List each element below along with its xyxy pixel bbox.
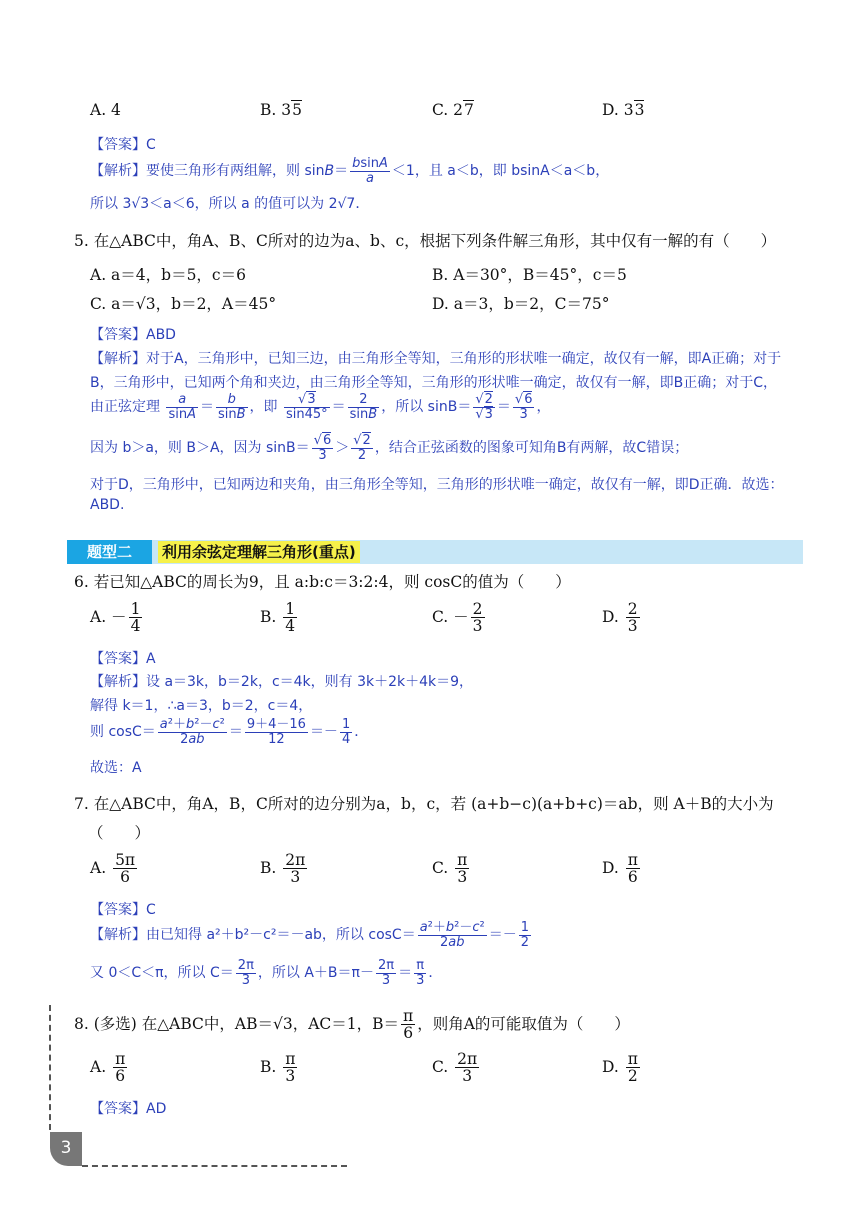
q5-solution-line2: B，三角形中，已知两个角和夹边，由三角形全等知，三角形的形状唯一确定，故仅有一解，即B正确；对于C， <box>90 375 777 391</box>
q5-option-a: A. a＝4，b＝5，c＝6 <box>90 266 246 284</box>
q4-option-c: C. 27 <box>432 101 474 119</box>
q5-solution-line3: 由正弦定理 $\frac{a}{\sin A}$ ＝ $\frac{b}{\sin B}$ ，即 $\frac{√3}{\sin 45^\circ}$ ＝ $\frac{2}{\sin B}$ ，所以 sinB＝ $\frac{√2}{√3}$ ＝ $\frac{√6}{3}$ ， <box>90 392 551 422</box>
q7-option-b: B. $\frac{2\pi}{3}$ <box>260 851 306 887</box>
q8-stem: 8. (多选) 在△ABC中，AB＝√3，AC＝1，B＝ $\frac{\pi}{6}$ ，则角A的可能取值为（ ） <box>74 1007 630 1043</box>
q5-option-b: B. A＝30°，B＝45°，c＝5 <box>432 266 627 284</box>
q5-option-d: D. a＝3，b＝2，C＝75° <box>432 295 610 313</box>
margin-dashed-line-horizontal <box>82 1165 347 1167</box>
q6-option-d: D. $\frac{2}{3}$ <box>602 600 638 636</box>
q7-answer: 【答案】C <box>90 902 156 918</box>
q4-solution-line1: 【解析】要使三角形有两组解，则 sinB＝ $\frac{bsinA}{a}$ ＜1，且 a＜b，即 bsinA＜a＜b， <box>90 156 610 186</box>
q4-option-b: B. 35 <box>260 101 302 119</box>
q5-solution-line1: 【解析】对于A，三角形中，已知三边，由三角形全等知，三角形的形状唯一确定，故仅有一解，即A正确；对于 <box>90 351 782 367</box>
q6-solution-line3: 则 cosC＝ $\frac{\text{a²＋b²－c²}}{2ab}$ ＝ $\frac{9+4-16}{12}$ ＝－ $\frac{1}{4}$ ． <box>90 717 369 747</box>
q8-option-d: D. $\frac{\pi}{2}$ <box>602 1050 638 1086</box>
q8-option-a: A. $\frac{\pi}{6}$ <box>90 1050 126 1086</box>
margin-dashed-line-vertical <box>49 1005 51 1130</box>
q4-option-d: D. 33 <box>602 101 645 119</box>
q6-solution-line2: 解得 k＝1，∴a＝3，b＝2，c＝4， <box>90 698 313 714</box>
q5-answer: 【答案】ABD <box>90 327 176 343</box>
q8-option-c: C. $\frac{2\pi}{3}$ <box>432 1050 478 1086</box>
q7-option-c: C. $\frac{\pi}{3}$ <box>432 851 468 887</box>
q5-stem: 5. 在△ABC中，角A、B、C所对的边为a、b、c，根据下列条件解三角形，其中仅有一解的有（ ） <box>74 232 777 250</box>
q7-stem: 7. 在△ABC中，角A，B，C所对的边分别为a，b，c，若 (a+b−c)(a+b+c)＝ab，则 A＋B的大小为 <box>74 795 774 813</box>
q7-option-d: D. $\frac{\pi}{6}$ <box>602 851 638 887</box>
section-tag: 题型二 <box>67 540 152 564</box>
q6-answer: 【答案】A <box>90 651 156 667</box>
q6-stem: 6. 若已知△ABC的周长为9，且 a:b:c＝3:2:4，则 cosC的值为（ ） <box>74 573 571 591</box>
section-title: 利用余弦定理解三角形(重点) <box>158 541 360 563</box>
q8-option-b: B. $\frac{\pi}{3}$ <box>260 1050 296 1086</box>
q5-solution-line4: 因为 b＞a，则 B＞A，因为 sinB＝ $\frac{√6}{3}$ ＞ $\frac{√2}{2}$ ，结合正弦函数的图象可知角B有两解，故C错误； <box>90 433 689 463</box>
q7-solution-line1: 【解析】由已知得 a²＋b²－c²＝－ab，所以 cosC＝ $\frac{\text{a²＋b²－c²}}{2ab}$ ＝－ $\frac{1}{2}$ <box>90 920 530 950</box>
q8-answer: 【答案】AD <box>90 1101 167 1117</box>
q4-option-a: A. 4 <box>90 101 121 119</box>
q6-solution-line4: 故选：A <box>90 760 142 776</box>
q4-answer: 【答案】C <box>90 137 156 153</box>
page-number: 3 <box>50 1132 82 1166</box>
q6-option-c: C. － $\frac{2}{3}$ <box>432 600 483 636</box>
q5-solution-line5: 对于D，三角形中，已知两边和夹角，由三角形全等知，三角形的形状唯一确定，故仅有一解，即D正确．故选： <box>90 477 784 493</box>
q5-option-c: C. a＝√3，b＝2，A＝45° <box>90 295 277 313</box>
q7-stem-paren: （ ） <box>88 824 151 842</box>
q6-solution-line1: 【解析】设 a＝3k，b＝2k，c＝4k，则有 3k＋2k＋4k＝9， <box>90 674 474 690</box>
q7-option-a: A. $\frac{5\pi}{6}$ <box>90 851 136 887</box>
q7-solution-line2: 又 0＜C＜π，所以 C＝ $\frac{2\pi}{3}$ ，所以 A＋B＝π－ $\frac{2\pi}{3}$ ＝ $\frac{\pi}{3}$ ． <box>90 958 443 988</box>
q5-solution-line6: ABD. <box>90 497 125 513</box>
q6-option-a: A. － $\frac{1}{4}$ <box>90 600 141 636</box>
q6-option-b: B. $\frac{1}{4}$ <box>260 600 296 636</box>
q4-solution-line2: 所以 3√3＜a＜6，所以 a 的值可以为 2√7． <box>90 196 370 212</box>
